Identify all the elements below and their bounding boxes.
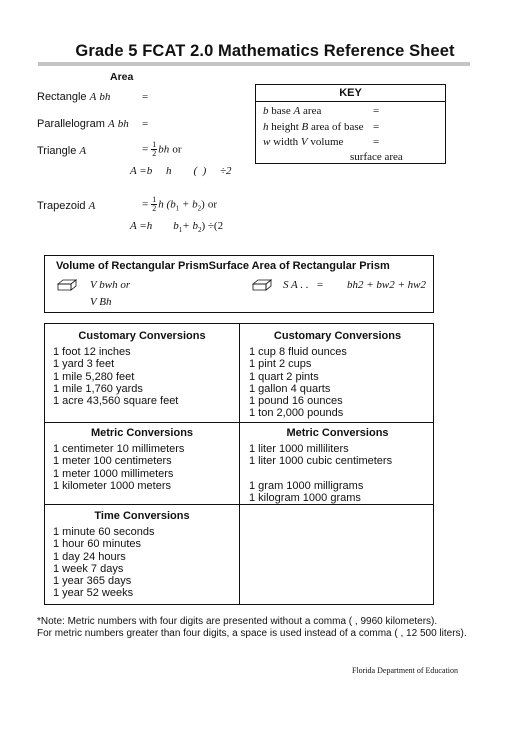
list-item: 1 meter 1000 millimeters (53, 467, 174, 480)
customary-heading-right: Customary Conversions (273, 330, 402, 342)
time-heading: Time Conversions (94, 510, 190, 522)
rectangle-var: A (89, 91, 97, 103)
triangle-formula (37, 145, 86, 157)
rectangle-eq: = (142, 91, 149, 103)
key-surface-area: surface area (350, 151, 403, 163)
metric-left-list (53, 443, 184, 492)
list-item: 1 ton 2,000 pounds (249, 407, 344, 420)
key-b: b (263, 105, 269, 117)
triangle-den: 2 (152, 149, 157, 158)
list-item: 1 yard 3 feet (53, 358, 115, 371)
list-item: 1 year 365 days (53, 575, 132, 588)
trapezoid-den: 2 (152, 204, 157, 213)
key-h: h (263, 121, 269, 133)
list-item: 1 hour 60 minutes (53, 538, 142, 551)
time-list (53, 526, 155, 600)
list-item: 1 gallon 4 quarts (249, 382, 331, 395)
list-item: 1 gram 1000 milligrams (249, 480, 364, 492)
table-divider-horizontal (45, 422, 433, 423)
trapezoid-close: ) (201, 198, 205, 211)
parallelogram-formula (37, 118, 129, 130)
surface-area-eq: = (317, 279, 324, 291)
list-item: 1 mile 1,760 yards (53, 382, 143, 395)
volume-formula-2: V Bh (90, 296, 112, 308)
note-line-2: For metric numbers greater than four digits, a space is used instead of a comma ( , 12 500 liters). (37, 628, 467, 639)
list-item: 1 foot 12 inches (53, 346, 131, 358)
key-box (255, 84, 446, 164)
triangle-expression (142, 141, 182, 158)
list-item: 1 kilogram 1000 grams (249, 492, 361, 505)
trapezoid-fraction (151, 196, 157, 213)
list-item: 1 minute 60 seconds (53, 526, 155, 538)
key-eq-2: = (373, 121, 380, 133)
rectangle-dims: bh (99, 91, 111, 103)
trapezoid-alt-1: 1 (178, 226, 183, 235)
key-line-1 (263, 105, 321, 117)
volume-formula-1: V bwh or (90, 279, 131, 291)
list-item: 1 day 24 hours (53, 550, 126, 563)
metric-right-list-a (249, 443, 392, 468)
key-volume: volume (307, 136, 344, 148)
volume-title: Volume of Rectangular PrismSurface Area of Rectangular Prism (56, 260, 390, 272)
rectangle-label: Rectangle (37, 91, 87, 103)
key-V: V (300, 136, 308, 148)
metric-heading-right: Metric Conversions (286, 427, 389, 439)
triangle-bh: bh (158, 143, 170, 156)
prism-icon (252, 279, 272, 291)
trapezoid-label: Trapezoid (37, 200, 86, 212)
triangle-or: or (172, 143, 182, 156)
triangle-alt-formula: A =b h ( ) ÷2 (130, 165, 232, 177)
key-B: B (301, 121, 309, 133)
note-line-1: *Note: Metric numbers with four digits are presented without a comma ( , 9960 kilometers). (37, 616, 438, 627)
customary-right-list (249, 346, 347, 420)
list-item: 1 pound 16 ounces (249, 395, 343, 408)
list-item: 1 quart 2 pints (249, 370, 319, 383)
trapezoid-or: or (207, 198, 218, 211)
trapezoid-h: h (b (158, 198, 176, 211)
rectangle-formula (37, 91, 110, 103)
trapezoid-alt-plus: + b (182, 220, 198, 232)
key-line-2 (263, 121, 364, 133)
list-item: 1 liter 1000 milliliters (249, 443, 349, 455)
list-item: 1 week 7 days (53, 562, 124, 575)
list-item: 1 centimeter 10 millimeters (53, 443, 185, 455)
key-base: base (268, 105, 294, 117)
triangle-var: A (79, 145, 87, 157)
parallelogram-label: Parallelogram (37, 118, 105, 130)
footer-credit: Florida Department of Education (352, 666, 458, 675)
trapezoid-eq: = (142, 198, 149, 211)
list-item: 1 year 52 weeks (53, 587, 134, 600)
trapezoid-formula (37, 200, 95, 212)
triangle-label: Triangle (37, 145, 77, 157)
list-item: 1 acre 43,560 square feet (53, 395, 179, 408)
table-divider-horizontal (45, 504, 433, 505)
customary-heading-left: Customary Conversions (78, 330, 206, 342)
trapezoid-b1-sub: 1 (175, 204, 180, 213)
parallelogram-eq: = (142, 118, 149, 130)
trapezoid-alt-end: ) ÷(2 (201, 220, 224, 232)
triangle-eq: = (142, 143, 149, 156)
metric-right-list-b (249, 480, 363, 505)
triangle-num: 1 (152, 140, 157, 149)
key-height: height (268, 121, 302, 133)
prism-icon (57, 279, 77, 291)
trapezoid-alt-start: A =h (130, 220, 153, 232)
key-eq-3: = (373, 136, 380, 148)
trapezoid-b2-sub: 2 (197, 204, 202, 213)
parallelogram-var: A (107, 118, 115, 130)
trapezoid-alt-2: 2 (197, 226, 202, 235)
trapezoid-expression (142, 196, 217, 213)
triangle-fraction (151, 141, 157, 158)
trapezoid-alt-b: b (173, 220, 179, 232)
volume-box (44, 255, 434, 313)
key-w: w (263, 136, 271, 148)
trapezoid-var: A (88, 200, 96, 212)
key-width: width (270, 136, 301, 148)
list-item: 1 cup 8 fluid ounces (249, 346, 347, 358)
key-eq-1: = (373, 105, 380, 117)
trapezoid-plus: + b (179, 198, 198, 211)
key-A: A (293, 105, 301, 117)
metric-heading-left: Metric Conversions (90, 427, 194, 439)
table-divider-vertical (239, 324, 240, 604)
list-item: 1 pint 2 cups (249, 358, 312, 371)
surface-area-formula: bh2 + bw2 + hw2 (347, 279, 427, 291)
title-rule (38, 62, 470, 66)
list-item: 1 meter 100 centimeters (53, 455, 172, 468)
area-heading: Area (110, 71, 134, 83)
key-area: area (300, 105, 322, 117)
parallelogram-dims: bh (117, 118, 129, 130)
surface-area-label: S A . . (283, 279, 309, 291)
trapezoid-num: 1 (152, 195, 157, 204)
list-item: 1 liter 1000 cubic centimeters (249, 455, 393, 468)
customary-left-list (53, 346, 178, 407)
list-item: 1 kilometer 1000 meters (53, 479, 171, 492)
page-title: Grade 5 FCAT 2.0 Mathematics Reference Sheet (75, 42, 455, 60)
key-line-3 (263, 136, 343, 148)
trapezoid-alt-formula (130, 220, 223, 234)
key-heading: KEY (256, 85, 445, 102)
list-item: 1 mile 5,280 feet (53, 370, 135, 383)
conversions-table (44, 323, 434, 605)
key-area-of-base: area of base (308, 121, 364, 133)
